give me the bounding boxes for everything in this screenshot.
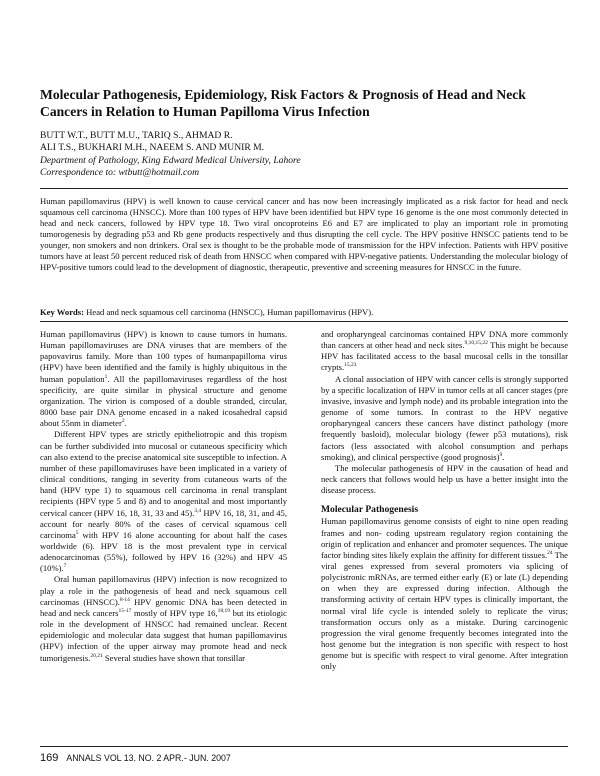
intro-paragraph-4: and oropharyngeal carcinomas contained HPV DNA more commonly than cancers at other head and neck sites.$^{9,10,15,22}$ This might be because HPV has facilitated access to the basal mucosal cells in the tonsillar crypts.$^{15,23}$ [321,329,569,373]
intro-paragraph-3: Oral human papillomavirus (HPV) infection is now recognized to play a role in the pathogenesis of head and neck squamous cell carcinomas (HNSCC).$^{8-14}$ HPV genomic DNA has been detected in head and neck cancers$^{15-17}$ mostly of HPV type 16,$^{18,19}$ but its etiologic role in the development of HNSCC had remained unclear. Recent epidemiologic and molecular data suggest that human papillomavirus (HPV) infection of the upper airway may promote head and neck tumorigenesis.$^{20,21}$ Several studies have shown that tonsillar [40,574,287,663]
intro-paragraph-5: A clonal association of HPV with cancer cells is strongly supported by a specific localization of HPV in tumor cells at all cancer stages (pre invasive, invasive and lymph node) and its probable integration into the genome of some tumors. In contrast to the HPV negative oropharyngeal cancers these cancers have distinct pathology (more frequently basloid), molecular biology (fewer p53 mutations), risk factors (less associated with alcohol consumption and perhaps smoking), and clinical perspective (good prognosis)$^9$. [321,373,568,462]
abstract-top-rule [40,188,568,189]
authors-line-2: ALI T.S., BUKHARI M.H., NAEEM S. AND MUNIR M. [40,142,265,154]
left-column [40,329,287,664]
correspondence: Correspondence to: wtbutt@hotmail.com [40,167,200,179]
abstract-text: Human papillomavirus (HPV) is well known to cause cervical cancer and has now been increasingly implicated as a risk factor for head and neck squamous cell carcinoma (HNSCC). More than 100 types of HPV have been identified but HPV type 16 genome is the one most commonly detected in head and neck cancers, followed by HPV type 18. Two viral oncoproteins E6 and E7 are implicated to play an important role in promoting tumorogenesis by degrading p53 and Rb gene products respectively and thus disrupting the cell cycle. The HPV positive HNSCC patients tend to be younger, non smokers and non drinkers. Oral sex is thought to be the probable mode of transmission for the HPV infection. Patients with HPV positive tumors have at least 50 percent reduced risk of death from HNSCC when compared with HPV-negative patients. Understanding the molecular biology of HPV-positive tumors could lead to the development of diagnostic, therapeutic, preventive and screening measures for HNSCC in the future. [40,196,568,273]
keywords [40,307,568,318]
right-column [321,329,568,673]
keywords-text: Head and neck squamous cell carcinoma (HNSCC), Human papillomavirus (HPV). [86,307,374,317]
intro-paragraph-1: Human papillomavirus (HPV) is known to cause tumors in humans. Human papillomaviruses are DNA viruses that are members of the papovavirus family. More than 100 types of humanpapilloma virus (HPV) have been identified and the family is highly ubiquitous in the human population$^1$. All the papillomaviruses regardless of the host specificity, are quite similar in physical structure and genome organization. The virion is composed of a double stranded, circular, 8000 base pair DNA genome encased in a naked icosahedral capsid about 55nm in diameter$^2$. [40,329,287,429]
footer-rule [40,746,568,747]
pathogenesis-paragraph-1: Human papillomavirus genome consists of eight to nine open reading frames and non- coding upstream regulatory region containing the origin of replication and enhancer and promoter sequences. The unique factor binding sites likely explain the affinity for different tissues.$^{24}$ The viral genes expressed from several promoters via splicing of polycistronic mRNAs, are termed either early (E) or late (L) depending on when they are expressed during infection. Although the transforming activity of certain HPV types is clinically important, the normal viral life cycle is intended solely to replicate the virus; transformation occurs only as a mistake. During carcinogenic progression the viral genome frequently becomes integrated into the host genome but the integration is non specific with respect to host genome but is specific with respect to viral genome. After integration only [321,516,568,672]
page-footer [40,752,231,764]
keywords-label: Key Words: [40,307,85,317]
intro-paragraph-2: Different HPV types are strictly epitheliotropic and this tropism can be further subdivided into mucosal or cutaneous specificity which can also extend to the precise anatomical site susceptible to infection. A number of these papillomaviruses have been implicated in a variety of clinical conditions, ranging in severity from cutaneous warts of the hand (HPV type 1) to squamous cell carcinoma in renal transplant recipients (HPV type 5 and 8) and to anogenital and most importantly cervical cancer (HPV 16, 18, 31, 33 and 45).$^{3,4}$ HPV 16, 18, 31, and 45, account for nearly 80% of the cases of cervical squamous cell carcinoma$^5$ with HPV 16 alone accounting for about half the cases worldwide (6). HPV 18 is the most prevalent type in cervical adenocarcinomas (55%), followed by HPV 16 (32%) and HPV 45 (10%).$^7$ [40,429,287,574]
abstract-bottom-rule [40,321,568,322]
authors-line-1: BUTT W.T., BUTT M.U., TARIQ S., AHMAD R. [40,130,233,141]
paper-title: Molecular Pathogenesis, Epidemiology, Risk Factors & Prognosis of Head and Neck Cancers in Relation to Human Papilloma Virus Infection [40,87,526,119]
author-block [40,130,560,180]
page-number: 169 [40,752,59,764]
intro-paragraph-6: The molecular pathogenesis of HPV in the causation of head and neck cancers that follows would help us have a better insight into the disease process. [321,462,568,496]
journal-citation: ANNALS VOL 13. NO. 2 APR.- JUN. 2007 [66,753,231,763]
affiliation: Department of Pathology, King Edward Medical University, Lahore [40,154,301,166]
section-heading-molecular-pathogenesis: Molecular Pathogenesis [321,504,419,516]
abstract [40,196,568,273]
